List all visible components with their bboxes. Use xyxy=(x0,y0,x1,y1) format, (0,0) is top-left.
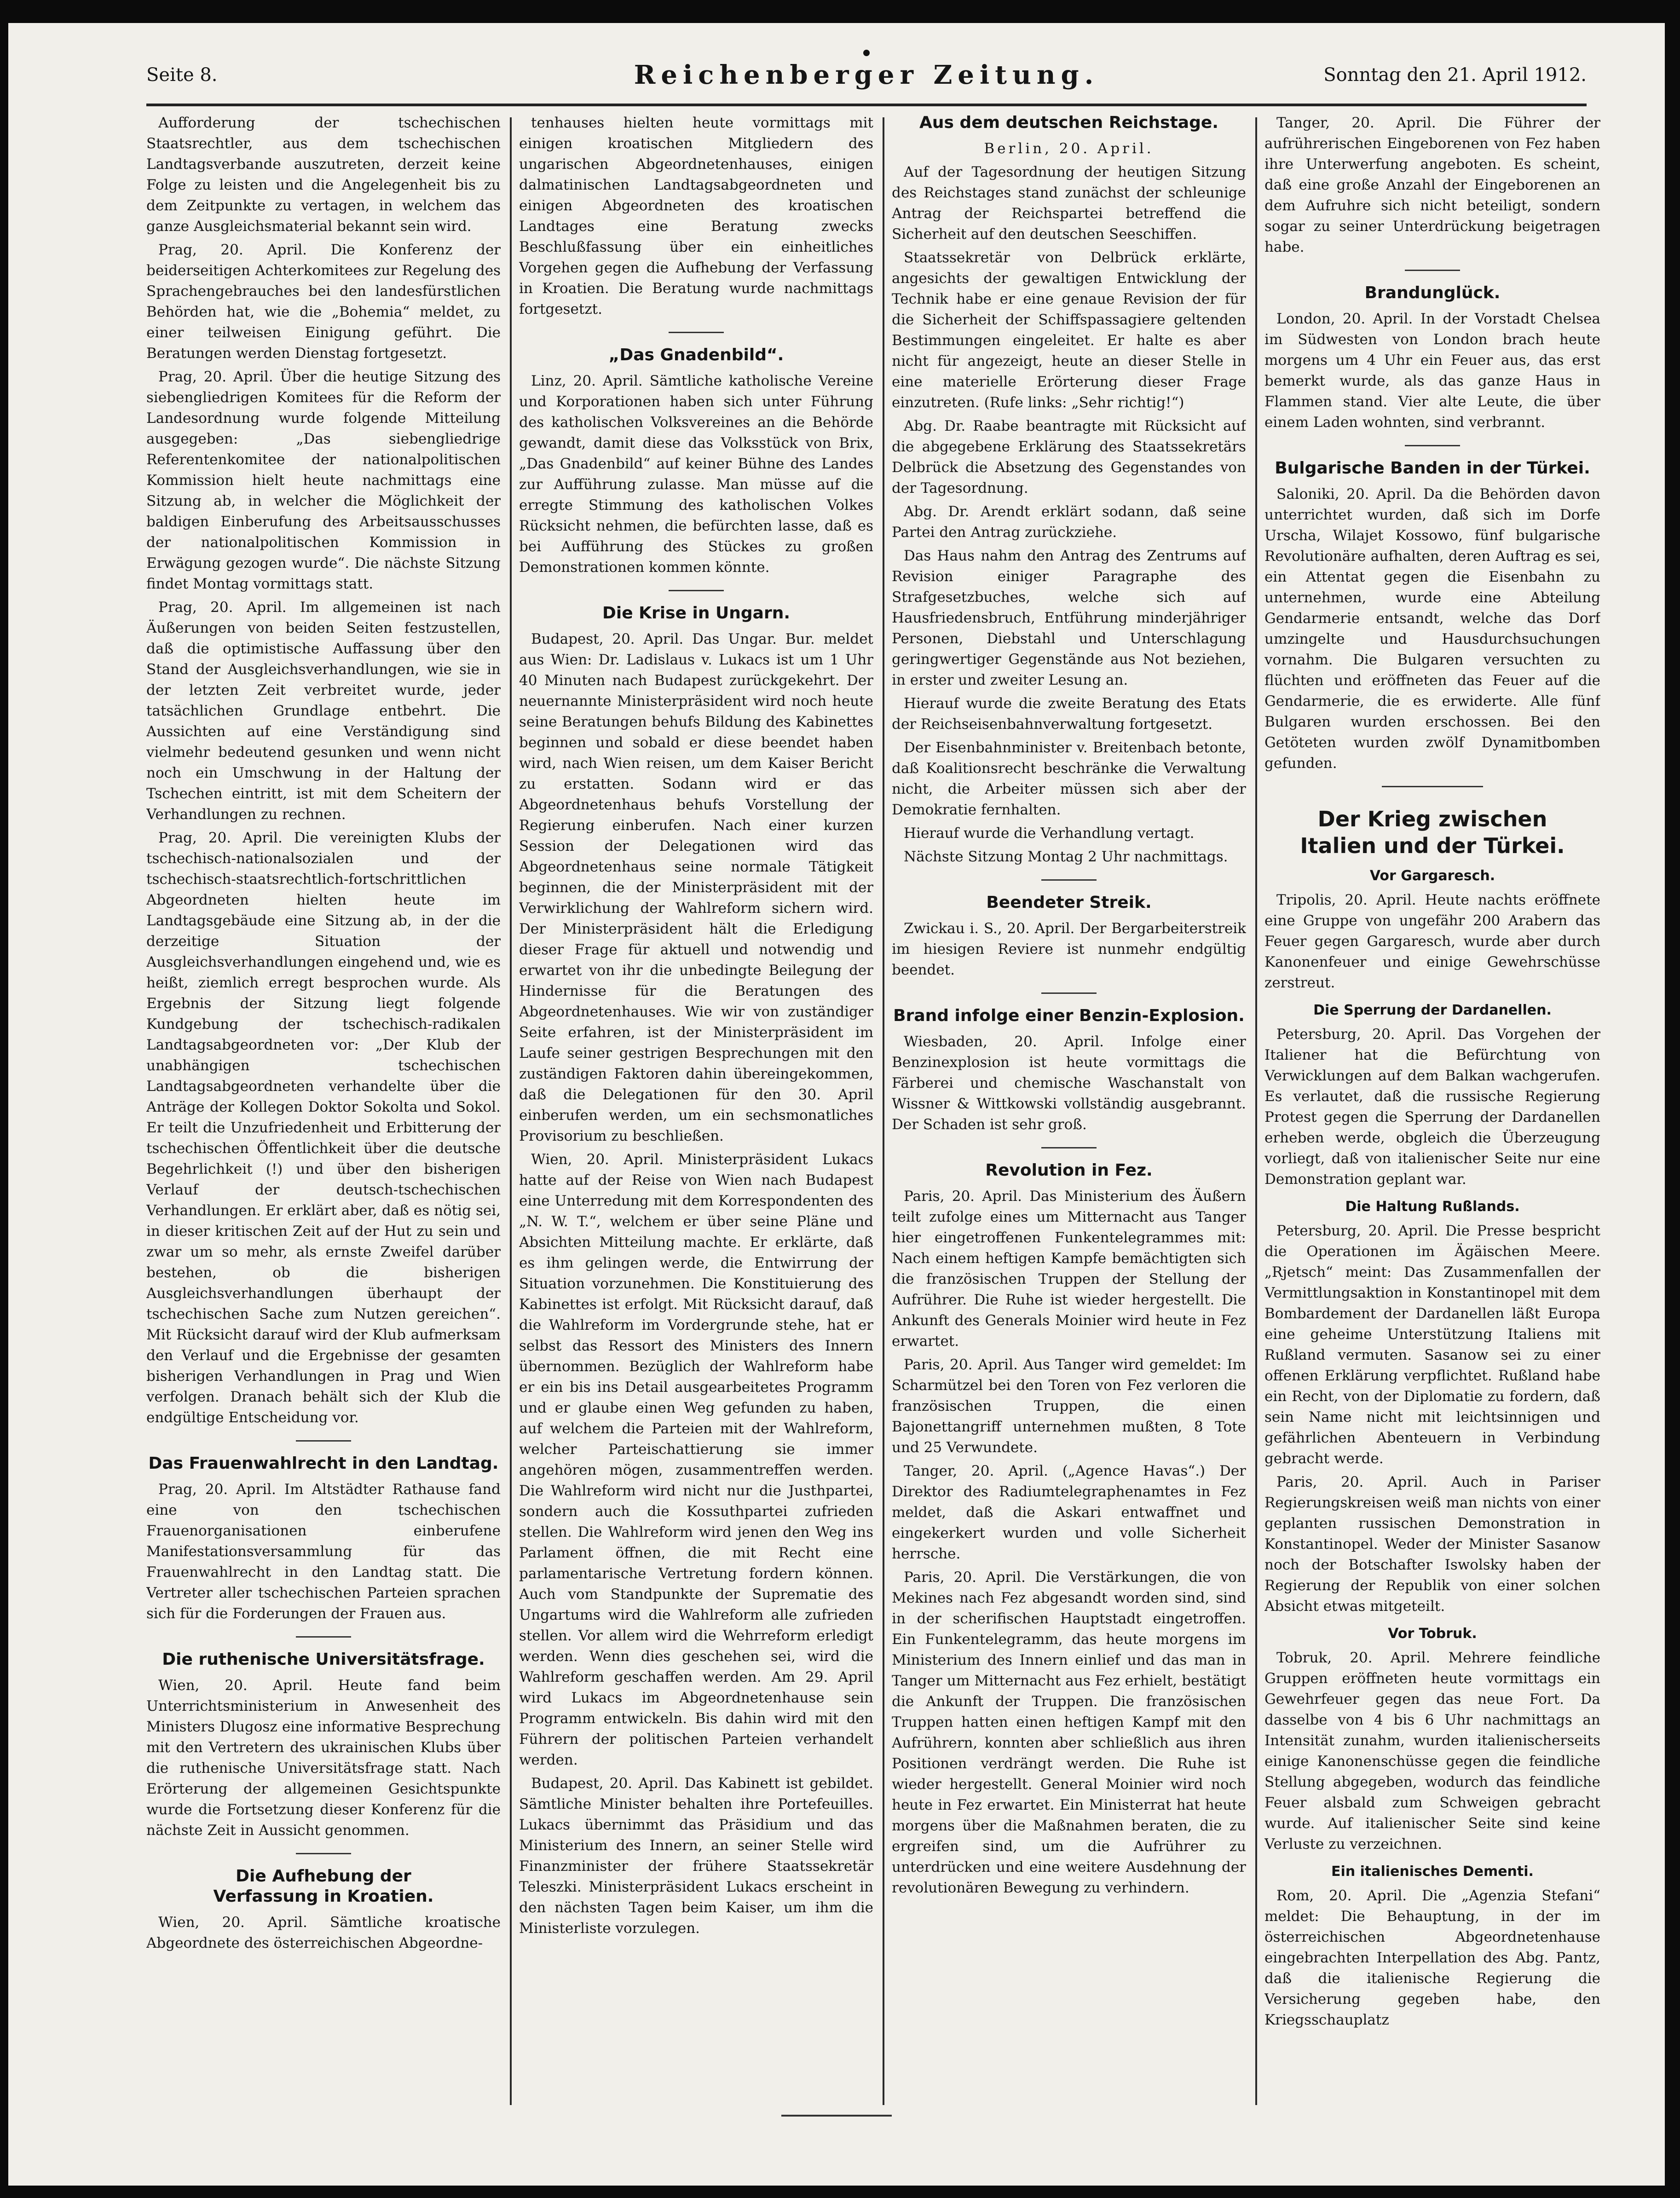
subheadline: Vor Gargaresch. xyxy=(1369,868,1495,884)
divider xyxy=(1041,879,1097,881)
divider xyxy=(296,1636,351,1638)
article-text: Budapest, 20. April. Das Kabinett ist gebildet. Sämtliche Minister behalten ihre Portefeuilles. Lukacs übernimmt das Präsidium und das Ministerium des Innern, an seiner Stelle wird Finanzminister der frühere Staatssekretär Teleszki. Ministerpräsident Lukacs erscheint in den nächsten Tagen beim Kaiser, um ihm die Ministerliste vorzulegen. xyxy=(519,1775,873,1937)
columns xyxy=(146,113,1600,2114)
subheadline: Die Haltung Rußlands. xyxy=(1345,1199,1520,1215)
subheadline: Die Sperrung der Dardanellen. xyxy=(1313,1002,1552,1018)
divider xyxy=(669,332,724,333)
article-text: Budapest, 20. April. Das Ungar. Bur. meldet aus Wien: Dr. Ladislaus v. Lukacs ist um 1 Uhr 40 Minuten nach Budapest zurückgekehrt. Der neuernannte Ministerpräsident wird noch heute seine Beratungen behufs Bildung des Kabinettes beginnen und sobald er diese beendet haben wird, nach Wien reisen, um dem Kaiser Bericht zu erstatten. Sodann wird er das Abgeordnetenhaus behufs Vorstellung der Regierung einberufen. Nach einer kurzen Session der Delegationen wird das Abgeordnetenhaus seine normale Tätigkeit beginnen, die der Ministerpräsident mit der Verwirklichung der Wahlreform sichern wird. Der Ministerpräsident hält die Erledigung dieser Frage für aktuell und notwendig und erwartet von ihr die unbedingte Beilegung der Hindernisse für die Beratungen des Abgeordnetenhauses. Wie wir von zuständiger Seite erfahren, ist der Ministerpräsident im Laufe seiner gestrigen Besprechungen mit den zuständigen Faktoren dahin übereingekommen, daß die Delegationen für den 30. April einberufen werden, um ein sechsmonatliches Provisorium zu beschließen. xyxy=(519,631,873,1144)
article-text: Prag, 20. April. Über die heutige Sitzung des siebengliedrigen Komitees für die Reform der Landesordnung wurde folgende Mitteilung ausgegeben: „Das siebengliedrige Referentenkomitee der nationalpolitischen Kommission hielt heute nachmittags eine Sitzung ab, in welcher die Möglichkeit der baldigen Einberufung des Arbeitsausschusses der nationalpolitischen Kommission in Erwägung gezogen wurde“. Die nächste Sitzung findet Montag vormittags statt. xyxy=(146,369,501,592)
headline: Italien und der Türkei. xyxy=(1300,833,1565,858)
divider xyxy=(1041,992,1097,994)
headline: Beendeter Streik. xyxy=(986,893,1152,912)
article-text: tenhauses hielten heute vormittags mit einigen kroatischen Mitgliedern des ungarischen Abgeordnetenhauses, einigen dalmatinischen Landtagsabgeordneten und einigen Abgeordneten des kroatischen Landtages eine Beratung zwecks Beschlußfassung über ein einheitliches Vorgehen gegen die Aufhebung der Verfassung in Kroatien. Die Beratung wurde nachmittags fortgesetzt. xyxy=(519,115,873,317)
divider xyxy=(296,1853,351,1854)
headline: Verfassung in Kroatien. xyxy=(213,1887,434,1906)
article-text: Das Haus nahm den Antrag des Zentrums auf Revision einiger Paragraphe des Strafgesetzbuches, welche sich auf Hausfriedensbruch, Entführung minderjähriger Personen, Diebstahl und Unterschlagung geringwertiger Gegenstände aus Not beziehen, in erster und zweiter Lesung an. xyxy=(892,548,1246,688)
article-text: Prag, 20. April. Die vereinigten Klubs der tschechisch-nationalsozialen und der tschechisch-staatsrechtlich-fortschrittlichen Abgeordneten hielten heute im Landtagsgebäude eine Sitzung ab, in der die derzeitige Situation der Ausgleichsverhandlungen eingehend und, wie es heißt, ziemlich erregt besprochen wurde. Als Ergebnis der Sitzung liegt folgende Kundgebung der tschechisch-radikalen Landtagsabgeordneten vor: „Der Klub der unabhängigen tschechischen Landtagsabgeordneten verhandelte über die Anträge der Kollegen Doktor Sokolta und Sokol. Er teilt die Unzufriedenheit und Erbitterung der tschechischen Öffentlichkeit über die deutsche Begehrlichkeit (!) und über den bisherigen Verlauf der deutsch-tschechischen Verhandlungen. Er erklärt aber, daß es nötig sei, in dieser kritischen Zeit auf der Hut zu sein und zwar um so mehr, als ernste Zweifel darüber bestehen, ob die bisherigen Ausgleichsverhandlungen überhaupt der tschechischen Sache zum Nutzen gereichen“. Mit Rücksicht darauf wird der Klub aufmerksam den Verlauf und die Ergebnisse der gesamten bisherigen Verhandlungen in Prag und Wien verfolgen. Dranach behält sich der Klub die endgültige Entscheidung vor. xyxy=(146,830,501,1426)
headline: Brandunglück. xyxy=(1364,283,1501,302)
article-text: London, 20. April. In der Vorstadt Chelsea im Südwesten von London brach heute morgens um 4 Uhr ein Feuer aus, das erst bemerkt wurde, als das ganze Haus in Flammen stand. Vier alte Leute, die über einem Laden wohnten, sind verbrannt. xyxy=(1264,311,1600,431)
article-text: Hierauf wurde die zweite Beratung des Etats der Reichseisenbahnverwaltung fortgesetzt. xyxy=(892,695,1246,733)
article-text: Tripolis, 20. April. Heute nachts eröffnete eine Gruppe von ungefähr 200 Arabern das Feuer gegen Gargaresch, wurde aber durch Kanonenfeuer und einige Gewehrschüsse zerstreut. xyxy=(1264,892,1600,991)
divider xyxy=(296,1440,351,1442)
article-text: Wien, 20. April. Heute fand beim Unterrichtsministerium in Anwesenheit des Ministers Dlugosz eine informative Besprechung mit den Vertretern des ukrainischen Klubs über die ruthenische Universitätsfrage statt. Nach Erörterung der allgemeinen Gesichtspunkte wurde die Fortsetzung dieser Konferenz für die nächste Zeit in Aussicht genommen. xyxy=(146,1677,501,1839)
divider xyxy=(1382,786,1483,787)
article-text: Paris, 20. April. Aus Tanger wird gemeldet: Im Scharmützel bei den Toren von Fez verloren die französischen Truppen, die einen Bajonettangriff unternehmen mußten, 8 Tote und 25 Verwundete. xyxy=(892,1356,1246,1456)
page-number: Seite 8. xyxy=(146,64,218,86)
article-text: Nächste Sitzung Montag 2 Uhr nachmittags. xyxy=(904,848,1228,865)
masthead-dot xyxy=(863,50,870,56)
article-text: Petersburg, 20. April. Die Presse bespricht die Operationen im Ägäischen Meere. „Rjetsch“ meint: Das Zusammenfallen der Vermittlungsaktion in Konstantinopel mit dem Bombardement der Dardanellen läßt Europa eine geheime Unterstützung Italiens mit Rußland vermuten. Sasanow sei zu einer offenen Erklärung verpflichtet. Rußland habe ein Recht, von der Diplomatie zu fordern, daß sein Name nicht mit leichtsinnigen und gefährlichen Abenteuern in Verbindung gebracht werde. xyxy=(1264,1223,1600,1467)
column-rule xyxy=(510,117,512,2105)
headline: Das Frauenwahlrecht in den Landtag. xyxy=(148,1454,499,1473)
bottom-rule xyxy=(781,2115,892,2117)
column-rule xyxy=(1255,117,1257,2105)
article-text: Wiesbaden, 20. April. Infolge einer Benzinexplosion ist heute vormittags die Färberei und chemische Waschanstalt von Wissner & Wittkowski vollständig ausgebrannt. Der Schaden ist sehr groß. xyxy=(892,1033,1246,1133)
issue-date: Sonntag den 21. April 1912. xyxy=(1323,64,1587,86)
column-rule xyxy=(883,117,884,2105)
headline: „Das Gnadenbild“. xyxy=(608,346,784,364)
headline: Die Aufhebung der xyxy=(236,1867,411,1886)
article-text: Paris, 20. April. Die Verstärkungen, die von Mekines nach Fez abgesandt worden sind, sind in der scherifischen Hauptstadt eingetroffen. Ein Funkentelegramm, das heute morgens im Ministerium des Innern einlief und das man in Tanger um Mitternacht aus Fez erhielt, bestätigt die Ankunft der Truppen. Die französischen Truppen hatten einen heftigen Kampf mit den Aufrührern, konnten aber schließlich aus ihren Positionen verdrängt werden. Die Ruhe ist wieder hergestellt. General Moinier wird noch heute in Fez erwartet. Ein Ministerrat hat heute morgens über die Maßnahmen beraten, die zu ergreifen sind, um die Aufrührer zu unterdrücken und eine weitere Ausdehnung der revolutionären Bewegung zu verhindern. xyxy=(892,1569,1246,1896)
headline: Die Krise in Ungarn. xyxy=(602,604,791,623)
headline: Die ruthenische Universitätsfrage. xyxy=(162,1650,485,1669)
newspaper-page xyxy=(8,23,1665,2186)
article-text: Paris, 20. April. Auch in Pariser Regierungskreisen weiß man nichts von einer geplanten russischen Demonstration in Konstantinopel. Weder der Minister Sasanow noch der Botschafter Iswolsky haben der Regierung der Republik von einer solchen Absicht etwas mitgeteilt. xyxy=(1264,1474,1600,1615)
dateline: Berlin, 20. April. xyxy=(984,140,1154,157)
article-text: Der Eisenbahnminister v. Breitenbach betonte, daß Koalitionsrecht beschränke die Verwaltung nicht, die Arbeiter müssen sich aber der Demokratie fernhalten. xyxy=(892,739,1246,818)
divider xyxy=(1405,445,1460,446)
column-1 xyxy=(146,113,501,2114)
article-text: Linz, 20. April. Sämtliche katholische Vereine und Korporationen haben sich unter Führung des katholischen Volksvereines an die Behörde gewandt, damit diese das Volksstück von Brix, „Das Gnadenbild“ auf keiner Bühne des Landes zur Aufführung zulasse. Man müsse auf die erregte Stimmung des katholischen Volkes Rücksicht nehmen, die befürchten lasse, daß es bei Aufführung des Stückes zu großen Demonstrationen kommen könnte. xyxy=(519,373,873,576)
article-text: Staatssekretär von Delbrück erklärte, angesichts der gewaltigen Entwicklung der Technik habe er eine genaue Revision der für die Sicherheit der Schiffspassagiere geltenden Bestimmungen eingeleitet. Er halte es aber nicht für angezeigt, heute an dieser Stelle in eine materielle Erörterung dieser Frage einzutreten. (Rufe links: „Sehr richtig!“) xyxy=(892,249,1246,411)
subheadline: Vor Tobruk. xyxy=(1388,1626,1477,1642)
article-text: Prag, 20. April. Im allgemeinen ist nach Äußerungen von beiden Seiten festzustellen, daß die optimistische Auffassung über den Stand der Ausgleichsverhandlungen, wie sie in der letzten Zeit verbreitet wurde, jeder tatsächlichen Grundlage entbehrt. Die Aussichten auf eine Verständigung sind vielmehr bedeutend gesunken und wenn nicht noch ein Umschwung in der Haltung der Tschechen eintritt, ist mit dem Scheitern der Verhandlungen zu rechnen. xyxy=(146,599,501,823)
headline: Bulgarische Banden in der Türkei. xyxy=(1275,459,1590,478)
article-text: Petersburg, 20. April. Das Vorgehen der Italiener hat die Befürchtung von Verwicklungen auf dem Balkan wachgerufen. Es verlautet, daß die russische Regierung Protest gegen die Sperrung der Dardanellen erheben werde, obgleich die Überzeugung vorliegt, daß von italienischer Seite nur eine Demonstration geplant war. xyxy=(1264,1026,1600,1188)
column-3 xyxy=(892,113,1246,2114)
page-header xyxy=(146,60,1587,106)
article-text: Prag, 20. April. Im Altstädter Rathause fand eine von den tschechischen Frauenorganisationen einberufene Manifestationsversammlung für das Frauenwahlrecht in den Landtag statt. Die Vertreter aller tschechischen Parteien sprachen sich für die Forderungen der Frauen aus. xyxy=(146,1481,501,1622)
headline: Revolution in Fez. xyxy=(985,1161,1153,1180)
article-text: Zwickau i. S., 20. April. Der Bergarbeiterstreik im hiesigen Reviere ist nunmehr endgültig beendet. xyxy=(892,920,1246,978)
subheadline: Ein italienisches Dementi. xyxy=(1331,1863,1534,1880)
divider xyxy=(1041,1147,1097,1148)
article-text: Rom, 20. April. Die „Agenzia Stefani“ meldet: Die Behauptung, in der im österreichischen Abgeordnetenhause eingebrachten Interpellation des Abg. Pantz, daß die italienische Regierung die Versicherung gegeben habe, den Kriegsschauplatz xyxy=(1264,1887,1600,2028)
article-text: Abg. Dr. Arendt erklärt sodann, daß seine Partei den Antrag zurückziehe. xyxy=(892,503,1246,541)
masthead: Reichenberger Zeitung. xyxy=(634,60,1099,90)
divider xyxy=(1405,270,1460,271)
article-text: Tanger, 20. April. Die Führer der aufrührerischen Eingeborenen von Fez haben ihre Unterwerfung angeboten. Es scheint, daß eine große Anzahl der Eingeborenen an dem Aufruhre sich nicht beteiligt, sondern sogar zu seiner Unterdrückung beigetragen habe. xyxy=(1264,115,1600,255)
article-text: Tanger, 20. April. („Agence Havas“.) Der Direktor des Radiumtelegraphenamtes in Fez meldet, daß die Askari entwaffnet und eingekerkert wurden und volle Sicherheit herrsche. xyxy=(892,1463,1246,1562)
article-text: Auf der Tagesordnung der heutigen Sitzung des Reichstages stand zunächst der schleunige Antrag der Reichspartei betreffend die Sicherheit auf den deutschen Seeschiffen. xyxy=(892,164,1246,242)
column-2 xyxy=(519,113,873,2114)
article-text: Wien, 20. April. Sämtliche kroatische Abgeordnete des österreichischen Abgeordne- xyxy=(146,1914,501,1951)
article-text: Hierauf wurde die Verhandlung vertagt. xyxy=(904,825,1195,842)
divider xyxy=(669,590,724,591)
headline: Der Krieg zwischen xyxy=(1317,807,1547,831)
article-text: Prag, 20. April. Die Konferenz der beiderseitigen Achterkomitees zur Regelung des Sprachengebrauches bei den landesfürstlichen Behörden hat, wie die „Bohemia“ meldet, zu einer teilweisen Einigung geführt. Die Beratungen werden Dienstag fortgesetzt. xyxy=(146,242,501,362)
column-4 xyxy=(1264,113,1600,2114)
article-text: Wien, 20. April. Ministerpräsident Lukacs hatte auf der Reise von Wien nach Budapest eine Unterredung mit dem Korrespondenten des „N. W. T.“, welchem er über seine Pläne und Absichten Mitteilung machte. Er erklärte, daß es ihm gelingen werde, die Entwirrung der Situation vorzunehmen. Die Konstituierung des Kabinettes ist erfolgt. Mit Rücksicht darauf, daß die Wahlreform im Vordergrunde stehe, hat er selbst das Ressort des Ministers des Innern übernommen. Bezüglich der Wahlreform habe er ein bis ins Detail ausgearbeitetes Programm und er glaube einen Weg gefunden zu haben, auf welchem die Parteien mit der Wahlreform, welcher Parteischattierung sie immer angehören mögen, zusammentreffen werden. Die Wahlreform wird nicht nur die Justhpartei, sondern auch die Kossuthpartei zufrieden stellen. Die Wahlreform wird jenen den Weg ins Parlament öffnen, die mit Recht eine parlamentarische Vertretung fordern können. Auch vom Standpunkte der Suprematie des Ungartums wird die Wahlreform alle zufrieden stellen. Vor allem wird die Wehrreform erledigt werden. Wenn dies geschehen sei, wird die Wahlreform geschaffen werden. Am 29. April wird Lukacs im Abgeordnetenhause sein Programm entwickeln. Bis dahin wird mit den Führern der politischen Parteien verhandelt werden. xyxy=(519,1151,873,1768)
article-text: Aufforderung der tschechischen Staatsrechtler, aus dem tschechischen Landtagsverbande auszutreten, derzeit keine Folge zu leisten und die Angelegenheit bis zu dem Zeitpunkte zu vertagen, in welchem das ganze Ausgleichsmaterial bekannt sein wird. xyxy=(146,115,501,235)
article-text: Tobruk, 20. April. Mehrere feindliche Gruppen eröffneten heute vormittags ein Gewehrfeuer gegen das neue Fort. Da dasselbe von 4 bis 6 Uhr nachmittags an Intensität zunahm, wurden italienischerseits einige Kanonenschüsse gegen die feindliche Stellung abgegeben, wodurch das feindliche Feuer alsbald zum Schweigen gebracht wurde. Auf italienischer Seite sind keine Verluste zu verzeichnen. xyxy=(1264,1650,1600,1852)
headline: Brand infolge einer Benzin-Explosion. xyxy=(893,1006,1245,1025)
article-text: Paris, 20. April. Das Ministerium des Äußern teilt zufolge eines um Mitternacht aus Tanger hier eingetroffenen Funkentelegrammes mit: Nach einem heftigen Kampfe bemächtigten sich die französischen Truppen der Stellung der Aufrührer. Die Ruhe ist wieder hergestellt. Die Ankunft des Generals Moinier wird heute in Fez erwartet. xyxy=(892,1188,1246,1350)
headline: Aus dem deutschen Reichstage. xyxy=(919,113,1218,132)
article-text: Abg. Dr. Raabe beantragte mit Rücksicht auf die abgegebene Erklärung des Staatssekretärs Delbrück die Absetzung des Gegenstandes von der Tagesordnung. xyxy=(892,418,1246,496)
article-text: Saloniki, 20. April. Da die Behörden davon unterrichtet wurden, daß sich im Dorfe Urscha, Wilajet Kossowo, fünf bulgarische Revolutionäre aufhalten, deren Auftrag es sei, ein Attentat gegen die Eisenbahn zu unternehmen, wurde eine Abteilung Gendarmerie entsandt, welche das Dorf umzingelte und Hausdurchsuchungen vornahm. Die Bulgaren versuchten zu flüchten und eröffneten das Feuer auf die Gendarmerie, die es erwiderte. Alle fünf Bulgaren wurden erschossen. Bei den Getöteten wurden zwölf Dynamitbomben gefunden. xyxy=(1264,486,1600,772)
